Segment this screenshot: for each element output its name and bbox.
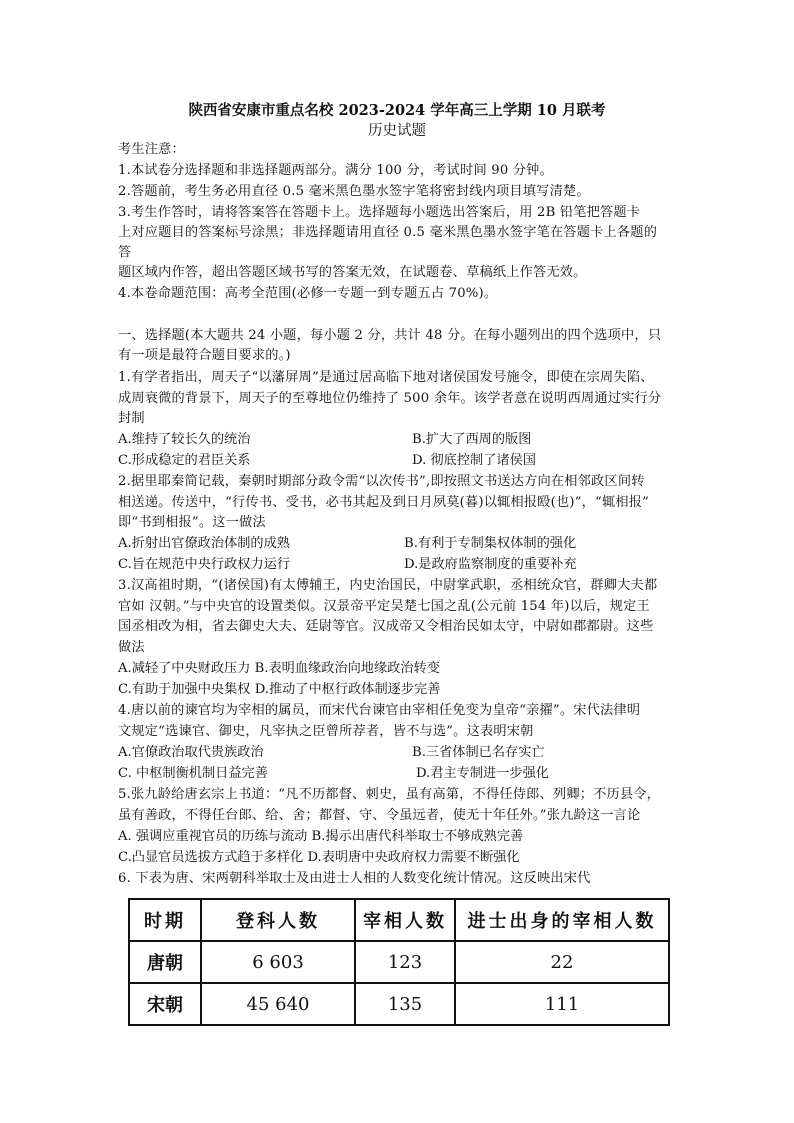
table-row [129, 941, 669, 983]
table-row [129, 983, 669, 1025]
table-cell: 111 [455, 983, 669, 1025]
notice-line: 1.本试卷分选择题和非选择题两部分。满分 100 分，考试时间 90 分钟。 [118, 163, 553, 178]
option-c: C.旨在规范中央行政权力运行 [118, 557, 291, 572]
table-cell: 6 603 [201, 941, 355, 983]
option-d: D.君主专制进一步强化 [416, 766, 549, 781]
table-header-cell: 登科人数 [201, 899, 355, 941]
section-heading: 有一项是最符合题目要求的。) [118, 348, 291, 363]
option-a: A.折射出官僚政治体制的成熟 [118, 536, 290, 551]
table-header-cell: 宰相人数 [355, 899, 455, 941]
table-header-cell: 时期 [129, 899, 201, 941]
option-a: A.官僚政治取代贵族政治 [118, 745, 264, 760]
notice-line: 上对应题目的答案标号涂黑；非选择题请用直径 0.5 毫米黑色墨水签字笔在答题卡上各题的 [118, 225, 658, 240]
options-ab: A.减轻了中央财政压力 B.表明血缘政治向地缘政治转变 [118, 661, 440, 676]
question-stem: 做法 [118, 640, 145, 655]
exam-title: 陕西省安康市重点名校 2023-2024 学年高三上学期 10 月联考 [188, 102, 606, 119]
question-stem: 4.唐以前的谏官均为宰相的属员，而宋代台谏官由宰相任免变为皇帝“亲擢”。宋代法律明 [118, 703, 641, 718]
table-header-row [129, 899, 669, 941]
option-c: C. 中枢制衡机制日益完善 [118, 766, 268, 781]
question-stem: 虽有善政，不得任台郎、给、舍；都督、守、令虽远者，使无十年任外。”张九龄这一言论 [118, 808, 641, 823]
table-cell: 22 [455, 941, 669, 983]
question-stem: 国丞相改为相，省去御史大夫、廷尉等官。汉成帝又令相治民如太守，中尉如郡都尉。这些 [118, 619, 654, 634]
question-stem: 6. 下表为唐、宋两朝科举取士及由进士人相的人数变化统计情况。这反映出宋代 [118, 871, 591, 886]
question-stem: 1.有学者指出，周天子“以藩屏周”是通过居高临下地对诸侯国发号施令，即使在宗周失陷、 [118, 370, 654, 385]
notice-line: 2.答题前，考生务必用直径 0.5 毫米黑色墨水签字笔将密封线内项目填写清楚。 [118, 184, 590, 199]
option-c: C.形成稳定的君臣关系 [118, 453, 251, 468]
question-stem: 文规定“选谏官、御史，凡宰执之臣曾所荐者，皆不与选”。这表明宋朝 [118, 724, 534, 739]
question-stem: 官如 汉朝。”与中央官的设置类似。汉景帝平定吴楚七国之乱(公元前 154 年)以后，规定王 [118, 599, 650, 614]
table-cell: 唐朝 [129, 941, 201, 983]
table-cell: 123 [355, 941, 455, 983]
question-stem: 5.张九龄给唐玄宗上书道：“凡不历都督、刺史，虽有高第，不得任侍郎、列卿；不历县令， [118, 787, 661, 802]
option-d: D.是政府监察制度的重要补充 [404, 557, 577, 572]
statistics-table [128, 898, 670, 1026]
table-cell: 135 [355, 983, 455, 1025]
question-stem: 3.汉高祖时期，“(诸侯国)有太傅辅王，内史治国民，中尉掌武职，丞相统众官，群卿大夫都 [118, 578, 658, 593]
section-heading: 一、选择题(本大题共 24 小题，每小题 2 分，共计 48 分。在每小题列出的四个选项中，只 [118, 328, 662, 343]
question-stem: 成周衰微的背景下，周天子的至尊地位仍维持了 500 余年。该学者意在说明西周通过实行分 [118, 391, 662, 406]
option-b: B.三省体制已名存实亡 [412, 745, 545, 760]
notice-line: 答 [118, 245, 132, 260]
options-ab: A. 强调应重视官员的历练与流动 B.揭示出唐代科举取士不够成熟完善 [118, 829, 524, 844]
exam-subject: 历史试题 [368, 123, 426, 139]
options-cd: C.凸显官员选拔方式趋于多样化 D.表明唐中央政府权力需要不断强化 [118, 850, 520, 865]
table-cell: 宋朝 [129, 983, 201, 1025]
option-b: B.扩大了西周的版图 [412, 432, 532, 447]
notice-line: 3.考生作答时，请将答案答在答题卡上。选择题每小题选出答案后，用 2B 铅笔把答题卡 [118, 205, 641, 220]
question-stem: 相送递。传送中，“行传书、受书，必书其起及到日月夙莫(暮)以辄相报殹(也)”，“辄相报” [118, 495, 650, 510]
table-header-cell: 进士出身的宰相人数 [455, 899, 669, 941]
notice-heading: 考生注意： [118, 142, 185, 157]
table-cell: 45 640 [201, 983, 355, 1025]
notice-line: 4.本卷命题范围：高考全范围(必修一专题一到专题五占 70%)。 [118, 286, 498, 301]
option-d: D. 彻底控制了诸侯国 [412, 453, 536, 468]
question-stem: 封制 [118, 411, 145, 426]
option-b: B.有利于专制集权体制的强化 [404, 536, 577, 551]
question-stem: 即“书到相报”。这一做法 [118, 515, 266, 530]
options-cd: C.有助于加强中央集权 D.推动了中枢行政体制逐步完善 [118, 682, 441, 697]
notice-line: 题区域内作答，超出答题区域书写的答案无效，在试题卷、草稿纸上作答无效。 [118, 265, 587, 280]
question-stem: 2.据里耶秦简记载，秦朝时期部分政令需“以次传书”,即按照文书送达方向在相邻政区间转 [118, 474, 645, 489]
option-a: A.维持了较长久的统治 [118, 432, 251, 447]
